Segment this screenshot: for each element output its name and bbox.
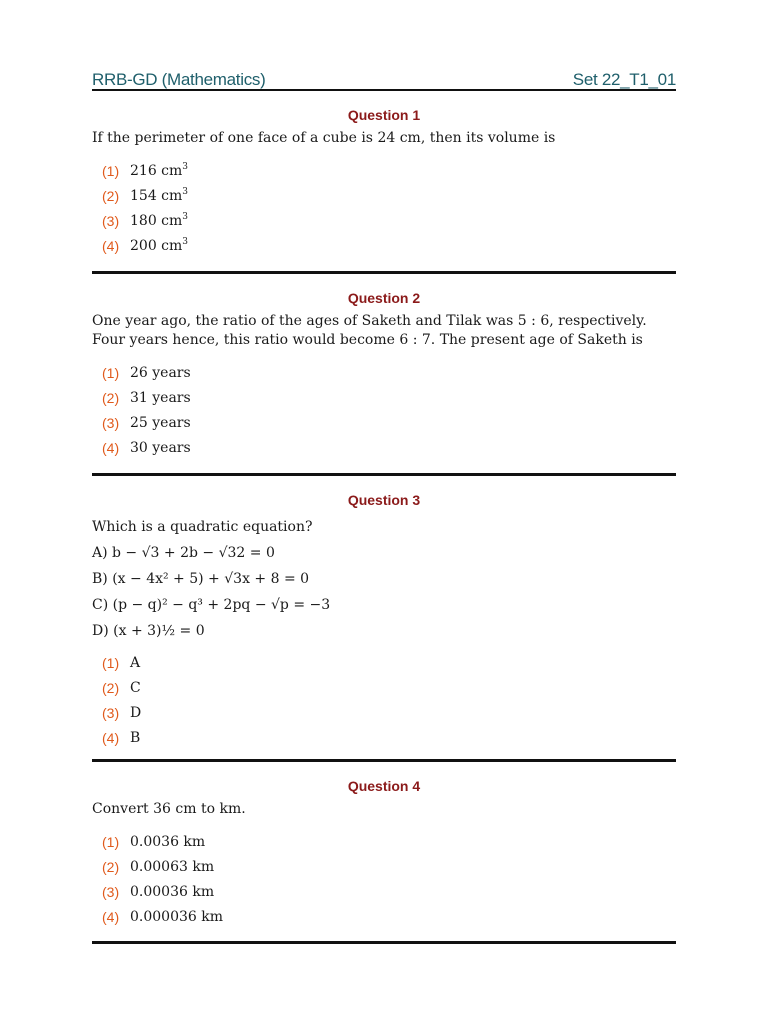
option-4[interactable] <box>92 904 676 929</box>
option-number: (4) <box>102 237 120 254</box>
option-text: 25 years <box>130 414 191 431</box>
question-text: One year ago, the ratio of the ages of Saketh and Tilak was 5 : 6, respectively. Four years hence, this ratio would become 6 : 7. The present age of Saketh is <box>92 313 647 348</box>
option-number: (1) <box>102 654 120 671</box>
option-4[interactable] <box>92 233 676 258</box>
option-number: (2) <box>102 187 120 204</box>
question-3 <box>92 492 676 750</box>
question-divider <box>92 759 676 762</box>
option-text: 154 $cm^3$ <box>130 186 189 204</box>
option-list <box>92 158 676 258</box>
option-2[interactable] <box>92 675 676 700</box>
option-number: (3) <box>102 414 120 431</box>
option-text: 0.0036 km <box>130 833 206 850</box>
option-text: D <box>130 704 142 721</box>
option-text: 31 years <box>130 389 191 406</box>
option-2[interactable] <box>92 854 676 879</box>
option-text: 216 $cm^3$ <box>130 161 189 179</box>
option-text: 0.000036 km <box>130 908 224 925</box>
option-4[interactable] <box>92 435 676 460</box>
page-header <box>92 64 676 90</box>
question-divider <box>92 271 676 274</box>
option-text: C <box>130 679 141 696</box>
question-divider <box>92 941 676 944</box>
option-3[interactable] <box>92 700 676 725</box>
question-text: Which is a quadratic equation? <box>92 519 313 535</box>
option-3[interactable] <box>92 208 676 233</box>
option-3[interactable] <box>92 410 676 435</box>
option-number: (3) <box>102 883 120 900</box>
question-title: Question 2 <box>347 290 421 306</box>
option-text: 0.00063 km <box>130 858 215 875</box>
header-divider <box>92 89 676 91</box>
header-set-id: Set 22_T1_01 <box>572 70 676 89</box>
option-number: (1) <box>102 364 120 381</box>
option-number: (1) <box>102 833 120 850</box>
equation-d: D) (x + 3)½ = 0 <box>92 623 205 639</box>
question-title: Question 4 <box>347 778 421 794</box>
option-text: 0.00036 km <box>130 883 215 900</box>
question-4 <box>92 778 676 929</box>
option-4[interactable] <box>92 725 676 750</box>
option-list <box>92 650 676 750</box>
option-number: (2) <box>102 858 120 875</box>
option-number: (3) <box>102 212 120 229</box>
option-list <box>92 360 676 460</box>
option-number: (2) <box>102 389 120 406</box>
header-subject: RRB-GD (Mathematics) <box>92 70 266 89</box>
option-text: 180 $cm^3$ <box>130 211 189 229</box>
equation-c: C) (p − q)² − q³ + 2pq − √p = −3 <box>92 597 331 613</box>
question-text: If the perimeter of one face of a cube is 24 cm, then its volume is <box>92 130 556 146</box>
option-number: (4) <box>102 439 120 456</box>
option-number: (4) <box>102 729 120 746</box>
option-number: (3) <box>102 704 120 721</box>
option-text: A <box>130 654 141 671</box>
question-title: Question 1 <box>347 107 421 123</box>
option-1[interactable] <box>92 360 676 385</box>
equation-a: A) b − √3 + 2b − √32 = 0 <box>92 545 275 561</box>
option-3[interactable] <box>92 879 676 904</box>
option-text: 26 years <box>130 364 191 381</box>
question-divider <box>92 473 676 476</box>
option-number: (1) <box>102 162 120 179</box>
option-number: (2) <box>102 679 120 696</box>
question-text: Convert 36 cm to km. <box>92 801 246 817</box>
question-2 <box>92 290 676 460</box>
option-number: (4) <box>102 908 120 925</box>
option-1[interactable] <box>92 829 676 854</box>
equation-b: B) (x − 4x² + 5) + √3x + 8 = 0 <box>92 571 310 587</box>
option-2[interactable] <box>92 385 676 410</box>
option-1[interactable] <box>92 650 676 675</box>
question-1 <box>92 107 676 258</box>
question-title: Question 3 <box>347 492 421 508</box>
option-text: 200 $cm^3$ <box>130 236 189 254</box>
option-2[interactable] <box>92 183 676 208</box>
option-1[interactable] <box>92 158 676 183</box>
option-list <box>92 829 676 929</box>
option-text: 30 years <box>130 439 191 456</box>
option-text: B <box>130 729 141 746</box>
